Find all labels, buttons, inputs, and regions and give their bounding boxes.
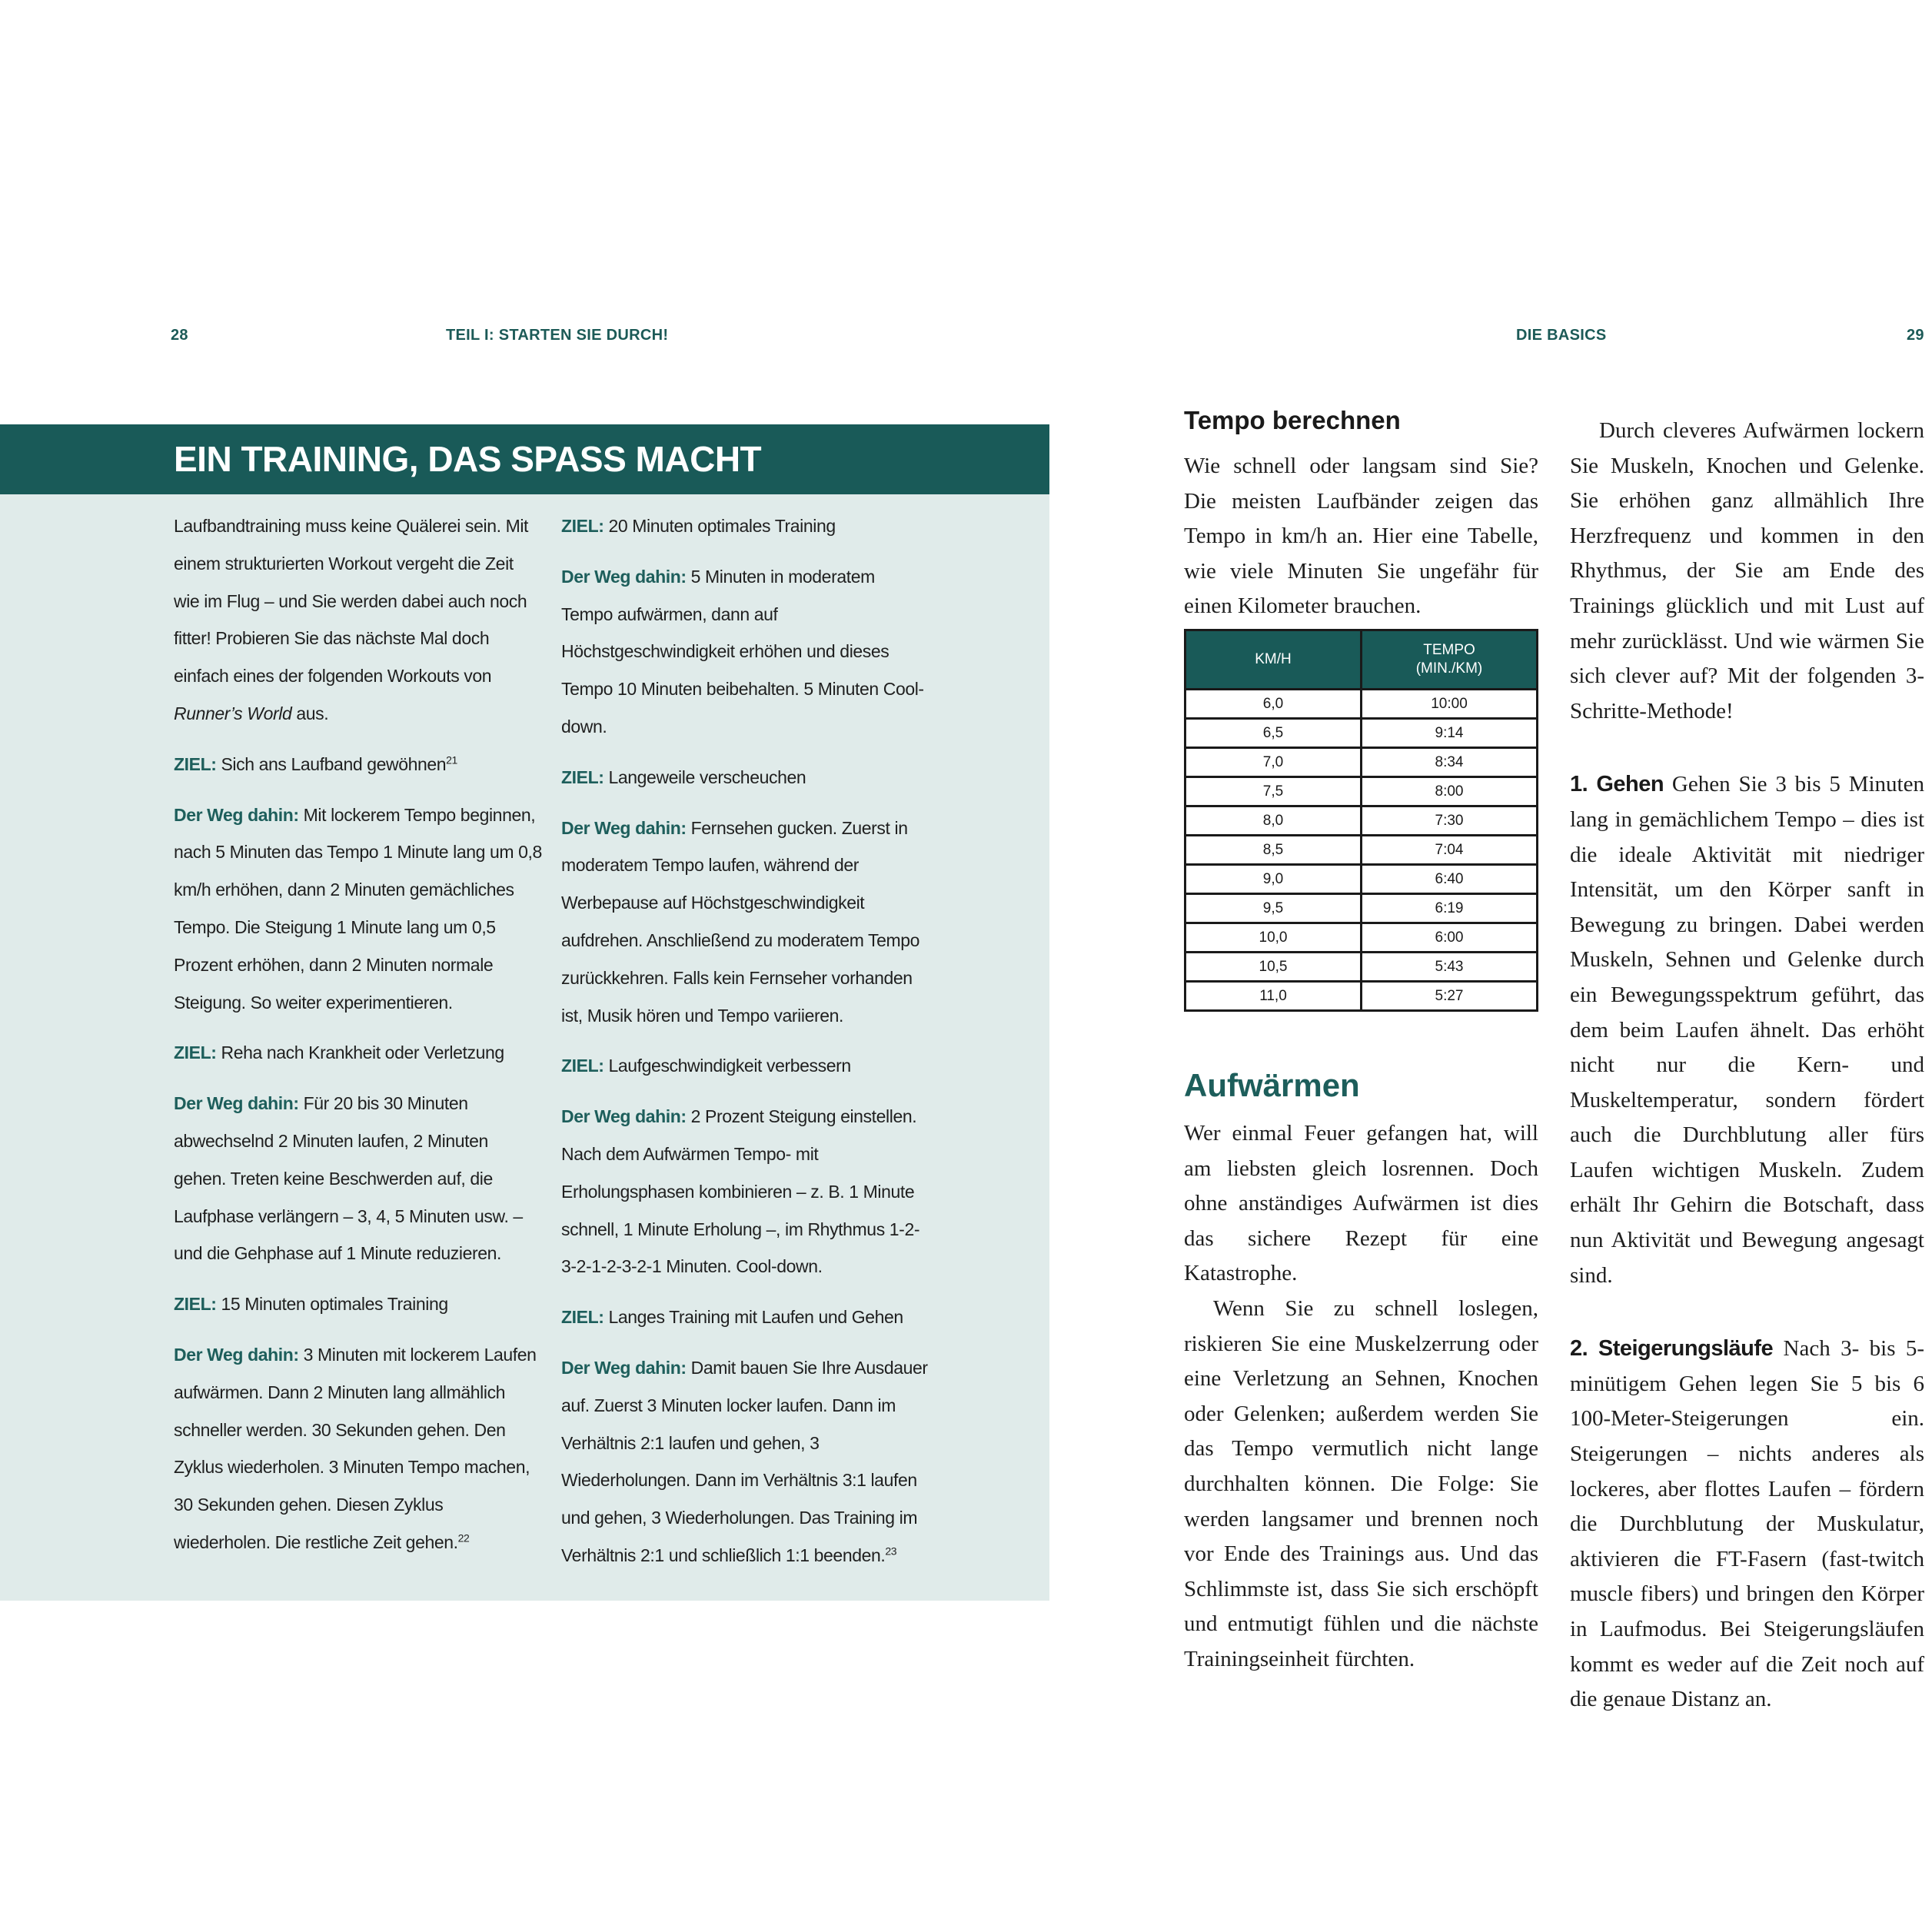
- pace-cell-tempo: 8:34: [1362, 748, 1538, 777]
- workout-1-way: Der Weg dahin: Mit lockerem Tempo beginnen, nach 5 Minuten das Tempo 1 Minute lang um 0,8 km/h erhöhen, dann 2 Minuten gemächliches Tempo. Die Steigung 1 Minute lang um 0,5 Prozent erhöhen, dann 2 Minuten normale Steigung. So weiter experimentieren.: [174, 804, 542, 1013]
- pace-table-row: [1185, 836, 1538, 865]
- workout-2-goal: ZIEL: Reha nach Krankheit oder Verletzung: [174, 1042, 504, 1063]
- pace-table-row: [1185, 894, 1538, 923]
- warmup-paragraph-1: Wer einmal Feuer gefangen hat, will am liebsten gleich losrennen. Doch ohne anständiges Aufwärmen ist dies das sichere Rezept für eine Katastrophe.: [1184, 1121, 1538, 1286]
- pace-table-row: [1185, 777, 1538, 806]
- warmup-paragraph-2: Wenn Sie zu schnell loslegen, riskieren Sie eine Muskelzerrung oder eine Verletzung an Sehnen, Knochen oder Gelenken; außerdem werden Sie das Tempo vermutlich nicht lange durchhalten können. Die Folge: Sie werden langsamer und brennen noch vor Ende des Trainings aus. Und das Schlimmste ist, dass Sie sich erschöpft und entmutigt fühlen und die nächste Trainingseinheit fürchten.: [1184, 1295, 1538, 1671]
- right-column-text: [1570, 414, 1924, 1718]
- pace-cell-tempo: 5:43: [1362, 953, 1538, 982]
- pace-cell-tempo: 5:27: [1362, 982, 1538, 1011]
- pace-table-row: [1185, 865, 1538, 894]
- pace-table-row: [1185, 953, 1538, 982]
- workout-3-goal: ZIEL: 15 Minuten optimales Training: [174, 1294, 448, 1315]
- pace-cell-tempo: 8:00: [1362, 777, 1538, 806]
- box-banner: [0, 424, 1049, 494]
- workout-4-way: Der Weg dahin: 5 Minuten in moderatem Tempo aufwärmen, dann auf Höchstgeschwindigkeit erhöhen und dieses Tempo 10 Minuten beibehalten. 5 Minuten Cool-down.: [561, 566, 924, 737]
- warmup-text: [1184, 1116, 1538, 1678]
- pace-table: [1184, 629, 1538, 1012]
- workout-5-goal: ZIEL: Langeweile verscheuchen: [561, 766, 806, 787]
- pace-cell-kmh: 11,0: [1185, 982, 1362, 1011]
- pace-cell-kmh: 7,0: [1185, 748, 1362, 777]
- pace-table-row: [1185, 748, 1538, 777]
- box-title: EIN TRAINING, DAS SPASS MACHT: [174, 439, 762, 479]
- tempo-heading: Tempo berechnen: [1184, 406, 1401, 434]
- pace-cell-kmh: 8,5: [1185, 836, 1362, 865]
- left-page-number: 28: [171, 327, 188, 344]
- workout-3-way: Der Weg dahin: 3 Minuten mit lockerem Laufen aufwärmen. Dann 2 Minuten lang allmählich schneller werden. 30 Sekunden gehen. Den Zyklus wiederholen. 3 Minuten Tempo machen, 30 Sekunden gehen. Diesen Zyklus wiederholen. Die restliche Zeit gehen.$^{22}$: [174, 1344, 537, 1552]
- warmup-heading: Aufwärmen: [1184, 1067, 1360, 1103]
- pace-cell-tempo: 6:40: [1362, 865, 1538, 894]
- box-column-right: [561, 507, 930, 1588]
- step-2: 2. Steigerungsläufe Nach 3- bis 5-minütigem Gehen legen Sie 5 bis 6 100-Meter-Steigerungen ein. Steigerungen – nichts anderes als lockeres, aber flottes Laufen – fördern die Durchblutung der Muskulatur, aktivieren die FT-Fasern (fast-twitch muscle fibers) und bringen den Körper in Laufmodus. Bei Steigerungsläufen kommt es weder auf die Zeit noch auf die genaue Distanz an.: [1570, 1336, 1925, 1712]
- workout-2-way: Der Weg dahin: Für 20 bis 30 Minuten abwechselnd 2 Minuten laufen, 2 Minuten gehen. Treten keine Beschwerden auf, die Laufphase verlängern – 3, 4, 5 Minuten usw. – und die Gehphase auf 1 Minute reduzieren.: [174, 1093, 523, 1264]
- pace-table-row: [1185, 923, 1538, 953]
- pace-cell-kmh: 10,5: [1185, 953, 1362, 982]
- pace-cell-kmh: 9,0: [1185, 865, 1362, 894]
- workout-7-goal: ZIEL: Langes Training mit Laufen und Gehen: [561, 1307, 903, 1328]
- pace-cell-tempo: 6:19: [1362, 894, 1538, 923]
- pace-cell-tempo: 7:30: [1362, 806, 1538, 836]
- pace-cell-tempo: 7:04: [1362, 836, 1538, 865]
- pace-cell-kmh: 6,0: [1185, 690, 1362, 719]
- pace-cell-kmh: 10,0: [1185, 923, 1362, 953]
- box-intro: Laufbandtraining muss keine Quälerei sein. Mit einem strukturierten Workout vergeht die Zeit wie im Flug – und Sie werden dabei auch noch fitter! Probieren Sie das nächste Mal doch einfach eines der folgenden Workouts von Runner’s World aus.: [174, 516, 529, 723]
- pace-cell-tempo: 10:00: [1362, 690, 1538, 719]
- pace-cell-kmh: 6,5: [1185, 719, 1362, 748]
- pace-cell-kmh: 9,5: [1185, 894, 1362, 923]
- tempo-text: Wie schnell oder langsam sind Sie? Die meisten Laufbänder zeigen das Tempo in km/h an. Hier eine Tabelle, wie viele Minuten Sie ungefähr für einen Kilometer brauchen.: [1184, 454, 1538, 619]
- pace-table-row: [1185, 806, 1538, 836]
- right-paragraph-1: Durch cleveres Aufwärmen lockern Sie Muskeln, Knochen und Gelenke. Sie erhöhen ganz allmählich Ihre Herzfrequenz und kommen in den Rhythmus, der Sie am Ende des Trainings glücklich und mit Lust auf mehr zurücklässt. Und wie wärmen Sie sich clever auf? Mit der folgenden 3-Schritte-Methode!: [1570, 418, 1924, 723]
- pace-col-tempo: TEMPO (MIN./KM): [1362, 630, 1538, 690]
- workout-1-goal: ZIEL: Sich ans Laufband gewöhnen$^{21}$: [174, 753, 457, 774]
- pace-table-row: [1185, 719, 1538, 748]
- pace-cell-tempo: 6:00: [1362, 923, 1538, 953]
- workout-7-way: Der Weg dahin: Damit bauen Sie Ihre Ausdauer auf. Zuerst 3 Minuten locker laufen. Dann im Verhältnis 2:1 laufen und gehen, 3 Wiederholungen. Dann im Verhältnis 3:1 laufen und gehen, 3 Wiederholungen. Das Training im Verhältnis 2:1 und schließlich 1:1 beenden.$^{23}$: [561, 1357, 928, 1565]
- left-running-head: TEIL I: STARTEN SIE DURCH!: [446, 327, 669, 344]
- workout-5-way: Der Weg dahin: Fernsehen gucken. Zuerst in moderatem Tempo laufen, während der Werbepause auf Höchstgeschwindigkeit aufdrehen. Anschließend zu moderatem Tempo zurückkehren. Falls kein Fernseher vorhanden ist, Musik hören und Tempo variieren.: [561, 817, 920, 1026]
- pace-table-row: [1185, 690, 1538, 719]
- step-1: 1. Gehen Gehen Sie 3 bis 5 Minuten lang in gemächlichem Tempo – dies ist die ideale Aktivität mit niedriger Intensität, um den Körper sanft in Bewegung zu bringen. Dabei werden Muskeln, Sehnen und Gelenke durch ein Bewegungsspektrum geführt, das dem beim Laufen ähnelt. Das erhöht nicht nur die Kern- und Muskeltemperatur, sondern fördert auch die Durchblutung aller fürs Laufen wichtigen Muskeln. Zudem erhält Ihr Gehirn die Botschaft, dass nun Aktivität und Bewegung angesagt sind.: [1570, 772, 1924, 1288]
- pace-cell-tempo: 9:14: [1362, 719, 1538, 748]
- workout-4-goal: ZIEL: 20 Minuten optimales Training: [561, 516, 836, 536]
- workout-box: [0, 424, 1049, 1601]
- pace-table-row: [1185, 982, 1538, 1011]
- workout-6-way: Der Weg dahin: 2 Prozent Steigung einstellen. Nach dem Aufwärmen Tempo- mit Erholungsphasen kombinieren – z. B. 1 Minute schnell, 1 Minute Erholung –, im Rhythmus 1-2-3-2-1-2-3-2-1 Minuten. Cool-down.: [561, 1106, 920, 1277]
- right-page-number: 29: [1907, 327, 1924, 344]
- pace-col-kmh: KM/H: [1185, 630, 1362, 690]
- right-running-head: DIE BASICS: [1516, 327, 1607, 344]
- pace-cell-kmh: 8,0: [1185, 806, 1362, 836]
- box-column-left: [174, 507, 543, 1575]
- pace-table-header: [1185, 630, 1538, 690]
- pace-cell-kmh: 7,5: [1185, 777, 1362, 806]
- workout-6-goal: ZIEL: Laufgeschwindigkeit verbessern: [561, 1056, 851, 1076]
